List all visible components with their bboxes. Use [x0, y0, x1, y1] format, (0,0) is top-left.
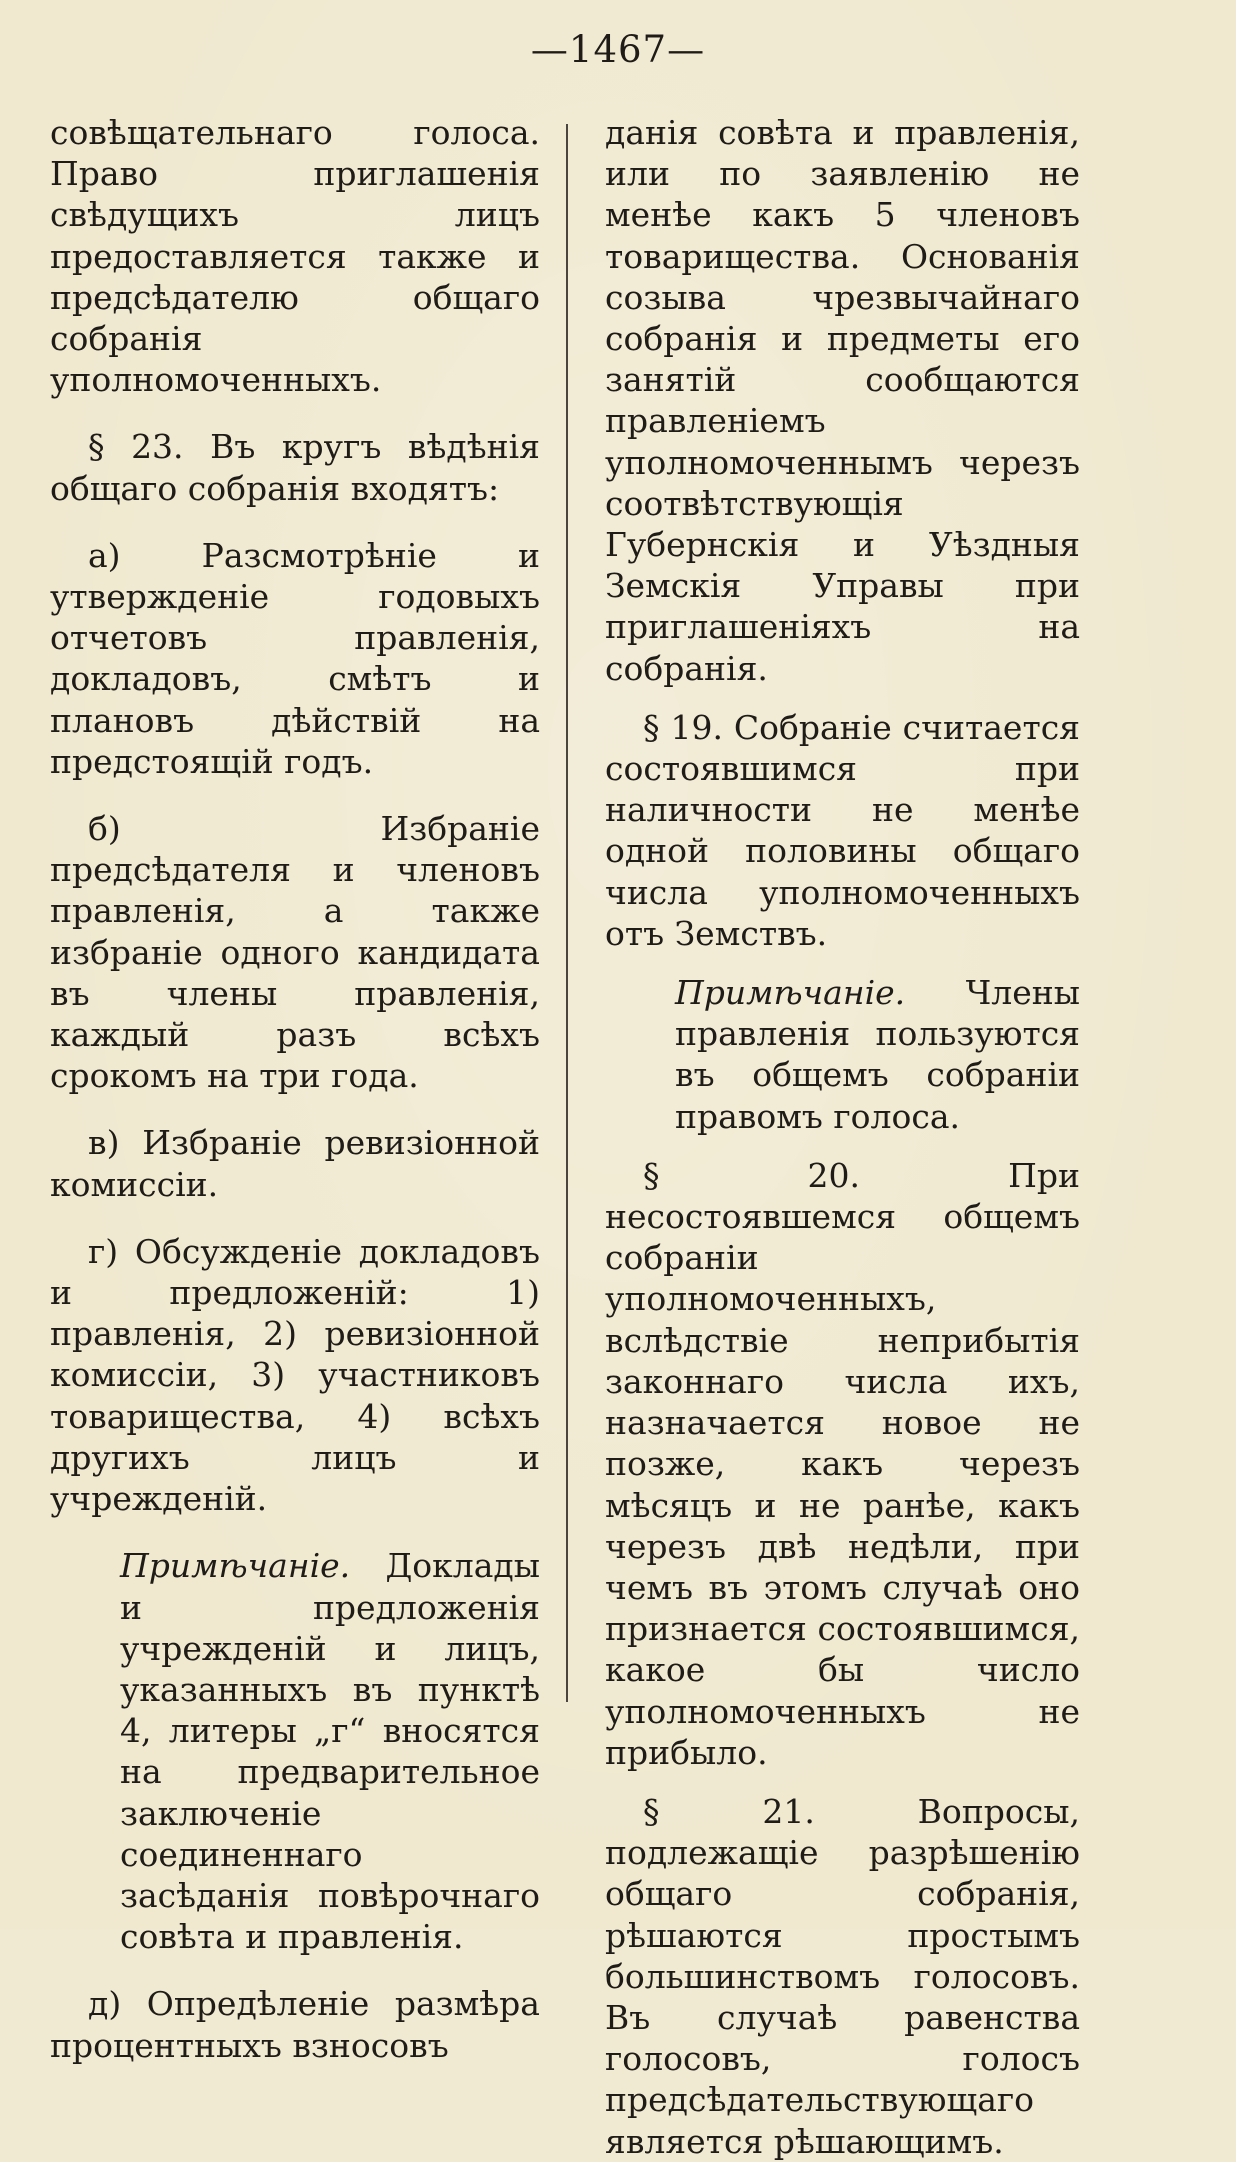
left-paragraph-item-a: а) Разсмотрѣніе и утвержденіе годовыхъ отчетовъ правленія, докладовъ, смѣтъ и плановъ дѣйствій на предстоящій годъ. — [50, 535, 540, 781]
right-column — [605, 112, 1080, 2162]
left-note — [50, 1545, 540, 1957]
right-paragraph-1: данія совѣта и правленія, или по заявленію не менѣе какъ 5 членовъ товарищества. Основанія созыва чрезвычайнаго собранія и предметы его занятій сообщаются правленіемъ уполномоченнымъ черезъ соотвѣтствующія Губернскія и Уѣздныя Земскія Управы при приглашеніяхъ на собранія. — [605, 113, 1080, 688]
left-paragraph-item-d: д) Опредѣленіе размѣра процентныхъ взносовъ — [50, 1984, 540, 2065]
right-note-label: Примѣчаніе. — [675, 973, 906, 1013]
left-paragraph-item-v: в) Избраніе ревизіонной комиссіи. — [50, 1123, 540, 1204]
column-divider — [566, 124, 568, 1702]
right-note — [605, 972, 1080, 1137]
right-paragraph-section-19: § 19. Собраніе считается состоявшимся при наличности не менѣе одной половины общаго числа уполномоченныхъ отъ Земствъ. — [605, 707, 1080, 953]
left-note-label: Примѣчаніе. — [120, 1546, 351, 1586]
left-paragraph-section-23: § 23. Въ кругъ вѣдѣнія общаго собранія входятъ: — [50, 427, 540, 508]
left-paragraph-1: совѣщательнаго голоса. Право приглашенія свѣдущихъ лицъ предоставляется также и предсѣдателю общаго собранія уполномоченныхъ. — [50, 113, 540, 400]
right-paragraph-section-21: § 21. Вопросы, подлежащіе разрѣшенію общаго собранія, рѣшаются простымъ большинствомъ голосовъ. Въ случаѣ равенства голосовъ, голосъ предсѣдательствующаго является рѣшающимъ. — [605, 1791, 1080, 2161]
page-number: —1467— — [530, 28, 706, 71]
right-note-text: Члены правленія пользуются въ общемъ собраніи правомъ голоса. — [675, 973, 1080, 1136]
left-note-text: Доклады и предложенія учрежденій и лицъ, указанныхъ въ пунктѣ 4, литеры „г“ вносятся на предварительное заключеніе соединеннаго засѣданія повѣрочнаго совѣта и правленія. — [120, 1546, 540, 1957]
left-column — [50, 112, 540, 2066]
right-paragraph-section-20: § 20. При несостоявшемся общемъ собраніи уполномоченныхъ, вслѣдствіе неприбытія законнаго числа ихъ, назначается новое не позже, какъ черезъ мѣсяцъ и не ранѣе, какъ черезъ двѣ недѣли, при чемъ въ этомъ случаѣ оно признается состоявшимся, какое бы число уполномоченныхъ не прибыло. — [605, 1155, 1080, 1772]
left-paragraph-item-g: г) Обсужденіе докладовъ и предложеній: 1) правленія, 2) ревизіонной комиссіи, 3) участниковъ товарищества, 4) всѣхъ другихъ лицъ и учрежденій. — [50, 1231, 540, 1519]
left-paragraph-item-b: б) Избраніе предсѣдателя и членовъ правленія, а также избраніе одного кандидата въ члены правленія, каждый разъ всѣхъ срокомъ на три года. — [50, 809, 540, 1096]
